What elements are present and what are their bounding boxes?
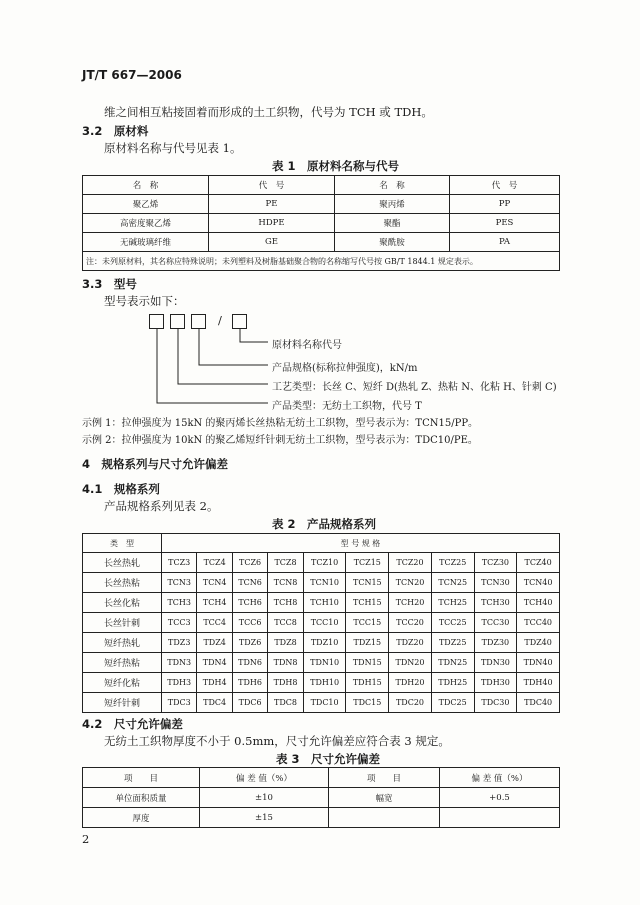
table-cell: TDH20 [389,673,432,693]
table-cell: TDZ30 [474,633,517,653]
table-cell: GE [209,233,335,252]
table-row [83,673,560,693]
table-cell: TCN30 [474,573,517,593]
section-4-2-heading: 4.2 尺寸允许偏差 [82,717,183,731]
code-slash: / [218,313,222,327]
section-4-heading: 4 规格系列与尺寸允许偏差 [82,457,229,471]
table-cell: 聚乙烯 [83,195,209,214]
section-3-3-heading: 3.3 型号 [82,277,137,291]
table-cell: TDH8 [268,673,303,693]
code-label-spec: 产品规格(标称拉伸强度)，kN/m [272,363,418,374]
doc-header: JT/T 667—2006 [82,68,182,82]
table-cell: TCN6 [232,573,267,593]
table-cell: TCC3 [162,613,197,633]
section-4-1-text: 产品规格系列见表 2。 [104,499,219,513]
table-cell: TDN40 [517,653,560,673]
table-cell: PES [450,214,560,233]
intro-text: 维之间相互粘接固着而形成的土工织物，代号为 TCH 或 TDH。 [104,105,433,119]
table-row-label: 长丝针刺 [83,613,162,633]
table-cell: 厚度 [83,808,200,828]
table-header: 型 号 规 格 [162,534,560,553]
table-cell: TDZ10 [303,633,346,653]
table-header-row [83,768,560,788]
table-cell: TDC15 [346,693,389,713]
table-row [83,633,560,653]
table-cell: PA [450,233,560,252]
table-cell: TDN25 [431,653,474,673]
table-cell: TDZ15 [346,633,389,653]
table-cell: TDH15 [346,673,389,693]
table-cell: TCN25 [431,573,474,593]
table-note: 注：未列原材料，其名称应特殊说明；未列塑料及树脂基础聚合物的名称缩写代号按 GB/T 1844.1 规定表示。 [83,252,560,271]
table-cell: 聚丙烯 [335,195,450,214]
table-row-label: 短纤热粘 [83,653,162,673]
table-cell: TCZ8 [268,553,303,573]
table-cell: TDH30 [474,673,517,693]
table-row-label: 长丝热轧 [83,553,162,573]
table-cell: TDN6 [232,653,267,673]
table-header: 名 称 [335,176,450,195]
table-cell: TCH40 [517,593,560,613]
table-cell: ±10 [200,788,329,808]
table-cell: TCZ30 [474,553,517,573]
table-cell: TCN15 [346,573,389,593]
table-cell: TDC4 [197,693,232,713]
table-cell [440,808,560,828]
table-cell: TDC3 [162,693,197,713]
table-cell: TCH8 [268,593,303,613]
example-2: 示例 2：拉伸强度为 10kN 的聚乙烯短纤针刺无纺土工织物，型号表示为：TDC10/PE。 [82,435,478,446]
table-cell: TDC10 [303,693,346,713]
table-cell: PP [450,195,560,214]
table-row-label: 短纤化粘 [83,673,162,693]
table2-caption: 表 2 产品规格系列 [272,517,377,531]
table-cell: +0.5 [440,788,560,808]
table-cell: TDC6 [232,693,267,713]
table-cell: TCZ6 [232,553,267,573]
table-cell: TDH6 [232,673,267,693]
table-row [83,808,560,828]
table-cell: TDN10 [303,653,346,673]
table-cell: TDN30 [474,653,517,673]
table-cell: TDC30 [474,693,517,713]
table-cell: TDZ20 [389,633,432,653]
section-3-3-text: 型号表示如下： [104,294,185,308]
table-cell: TCC40 [517,613,560,633]
table-row-label: 长丝化粘 [83,593,162,613]
table-cell: TDC8 [268,693,303,713]
table-row [83,573,560,593]
table-row-label: 短纤针刺 [83,693,162,713]
table-row-label: 短纤热轧 [83,633,162,653]
table-cell: TDC25 [431,693,474,713]
table-cell: TDN20 [389,653,432,673]
table-cell: TCC8 [268,613,303,633]
table-cell: TCC4 [197,613,232,633]
table-cell: TCN20 [389,573,432,593]
table3 [82,767,560,828]
table-cell: TDZ6 [232,633,267,653]
code-label-product: 产品类型：无纺土工织物，代号 T [272,401,422,412]
table-cell: TDC40 [517,693,560,713]
table-cell: TDN15 [346,653,389,673]
table-cell: TCH20 [389,593,432,613]
table-row [83,653,560,673]
table-cell: TCZ3 [162,553,197,573]
table-cell: TCC6 [232,613,267,633]
table-cell: TDZ4 [197,633,232,653]
table-cell: TCN4 [197,573,232,593]
table-header: 代 号 [450,176,560,195]
table-header: 偏 差 值（%） [440,768,560,788]
table-cell: TDN4 [197,653,232,673]
table-cell: TCZ20 [389,553,432,573]
table-cell: TCZ40 [517,553,560,573]
section-3-2-heading: 3.2 原材料 [82,124,149,138]
table-row [83,693,560,713]
table-cell: TCC10 [303,613,346,633]
table-cell: TCN10 [303,573,346,593]
table-cell: TCH15 [346,593,389,613]
table-cell: 无碱玻璃纤维 [83,233,209,252]
table-cell: TDH3 [162,673,197,693]
table-header: 偏 差 值（%） [200,768,329,788]
table-header: 项 目 [329,768,440,788]
table-header-row [83,534,560,553]
section-3-2-text: 原材料名称与代号见表 1。 [104,141,242,155]
table-cell: 高密度聚乙烯 [83,214,209,233]
table-cell: TCC30 [474,613,517,633]
table2 [82,533,560,713]
table-cell: TCC15 [346,613,389,633]
table1-caption: 表 1 原材料名称与代号 [272,159,400,173]
table-row [83,553,560,573]
table-cell [329,808,440,828]
table-header: 名 称 [83,176,209,195]
table-cell: TCZ4 [197,553,232,573]
table-cell: TDN3 [162,653,197,673]
table3-caption: 表 3 尺寸允许偏差 [276,752,381,766]
table-row [83,788,560,808]
table-cell: 聚酯 [335,214,450,233]
table-cell: TDN8 [268,653,303,673]
table-cell: 幅宽 [329,788,440,808]
table-cell: HDPE [209,214,335,233]
table-header: 代 号 [209,176,335,195]
table-cell: TCZ15 [346,553,389,573]
table-cell: TCZ25 [431,553,474,573]
table-cell: TCH30 [474,593,517,613]
table-row [83,613,560,633]
code-label-material: 原材料名称代号 [272,340,342,351]
page-number: 2 [82,832,90,846]
table-cell: TCZ10 [303,553,346,573]
table-cell: TDZ8 [268,633,303,653]
table-cell: TCH10 [303,593,346,613]
table-cell: 聚酰胺 [335,233,450,252]
table-cell: TCN8 [268,573,303,593]
table-cell: TCH25 [431,593,474,613]
section-4-2-text: 无纺土工织物厚度不小于 0.5mm，尺寸允许偏差应符合表 3 规定。 [104,734,450,748]
table-cell: TDZ25 [431,633,474,653]
table-cell: 单位面积质量 [83,788,200,808]
table-header: 类 型 [83,534,162,553]
example-1: 示例 1：拉伸强度为 15kN 的聚丙烯长丝热粘无纺土工织物，型号表示为：TCN15/PP。 [82,418,479,429]
table-cell: TDH40 [517,673,560,693]
table-row [83,593,560,613]
table-cell: TCN3 [162,573,197,593]
table-cell: TDC20 [389,693,432,713]
table-cell: TCH6 [232,593,267,613]
table-header: 项 目 [83,768,200,788]
table-cell: PE [209,195,335,214]
table-row-label: 长丝热粘 [83,573,162,593]
table-cell: TCH4 [197,593,232,613]
table-cell: ±15 [200,808,329,828]
code-label-process: 工艺类型：长丝 C、短纤 D(热轧 Z、热粘 N、化粘 H、针刺 C) [272,382,557,393]
table-cell: TCN40 [517,573,560,593]
table-cell: TDZ3 [162,633,197,653]
table-cell: TDH10 [303,673,346,693]
table-cell: TCC20 [389,613,432,633]
section-4-1-heading: 4.1 规格系列 [82,482,160,496]
table-cell: TDZ40 [517,633,560,653]
table-cell: TDH4 [197,673,232,693]
table-cell: TDH25 [431,673,474,693]
table-cell: TCC25 [431,613,474,633]
table-cell: TCH3 [162,593,197,613]
